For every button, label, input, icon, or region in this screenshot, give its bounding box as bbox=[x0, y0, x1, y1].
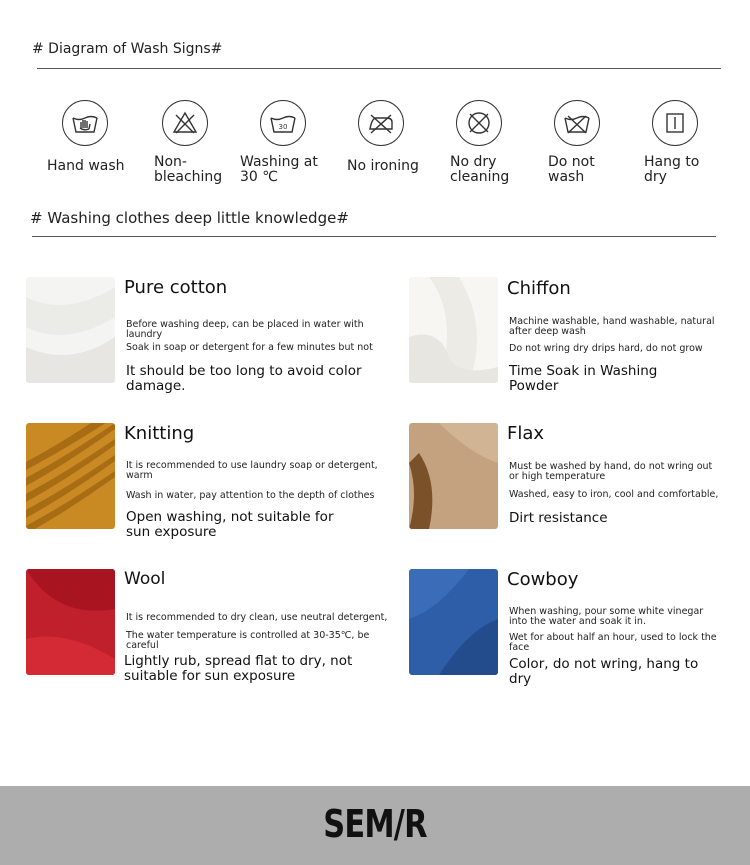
hand-wash-icon bbox=[62, 100, 108, 146]
tip-line-1: Machine washable, hand washable, natural after deep wash bbox=[509, 316, 715, 337]
fabric-name: Pure cotton bbox=[124, 277, 228, 298]
fabric-name: Cowboy bbox=[507, 569, 579, 590]
tip-line-1: Before washing deep, can be placed in water with laundry bbox=[126, 319, 364, 340]
fabric-cowboy bbox=[409, 569, 749, 687]
wash-signs-title: # Diagram of Wash Signs# bbox=[32, 41, 223, 57]
symbol-label: No dry cleaning bbox=[450, 154, 510, 185]
symbol-label: Do not wash bbox=[548, 154, 595, 185]
fabric-name: Knitting bbox=[124, 423, 195, 444]
tip-line-3: Dirt resistance bbox=[509, 510, 608, 526]
hang-dry-icon bbox=[652, 100, 698, 146]
fabric-swatch-denim bbox=[409, 569, 498, 675]
symbol-label: Hang to dry bbox=[644, 154, 700, 185]
knowledge-title: # Washing clothes deep little knowledge# bbox=[30, 209, 349, 227]
tip-line-2: Washed, easy to iron, cool and comfortable, bbox=[509, 489, 719, 500]
no-dry-clean-icon bbox=[456, 100, 502, 146]
fabric-swatch-wool bbox=[26, 569, 115, 675]
fabric-flax bbox=[409, 423, 749, 533]
fabric-swatch-cotton bbox=[26, 277, 115, 383]
footer-bar bbox=[0, 786, 750, 865]
fabric-chiffon bbox=[409, 277, 749, 394]
symbol-label: No ironing bbox=[347, 158, 419, 174]
tip-line-1: Must be washed by hand, do not wring out or high temperature bbox=[509, 461, 713, 482]
tip-line-1: It is recommended to use laundry soap or detergent, warm bbox=[126, 460, 378, 481]
svg-text:30: 30 bbox=[278, 123, 288, 131]
do-not-wash-icon bbox=[554, 100, 600, 146]
tip-line-2: Do not wring dry drips hard, do not grow bbox=[509, 343, 703, 354]
fabric-swatch-flax bbox=[409, 423, 498, 529]
title-divider bbox=[37, 68, 721, 69]
wash-30-icon bbox=[260, 100, 306, 146]
tip-line-3: Time Soak in Washing Powder bbox=[509, 363, 658, 394]
symbol-label: Hand wash bbox=[47, 158, 125, 174]
tip-line-3: Lightly rub, spread flat to dry, not suitable for sun exposure bbox=[124, 653, 353, 684]
tip-line-1: When washing, pour some white vinegar into the water and soak it in. bbox=[509, 606, 704, 627]
fabric-knitting bbox=[26, 423, 378, 540]
no-bleach-icon bbox=[162, 100, 208, 146]
symbol-label: Washing at 30 ℃ bbox=[240, 154, 318, 185]
tip-line-2: The water temperature is controlled at 30-35℃, be careful bbox=[126, 630, 370, 651]
fabric-name: Chiffon bbox=[507, 278, 571, 299]
tip-line-3: Color, do not wring, hang to dry bbox=[509, 656, 699, 687]
tip-line-2: Wash in water, pay attention to the depth of clothes bbox=[126, 490, 375, 501]
brand-logo: SEM/R bbox=[323, 802, 427, 846]
fabric-pure-cotton bbox=[26, 277, 373, 394]
tip-line-2: Soak in soap or detergent for a few minutes but not bbox=[126, 342, 373, 353]
title-divider bbox=[32, 236, 716, 237]
tip-line-3: It should be too long to avoid color damage. bbox=[126, 363, 362, 394]
fabric-name: Wool bbox=[124, 569, 166, 589]
fabric-name: Flax bbox=[507, 423, 545, 444]
fabric-swatch-knitting bbox=[26, 423, 115, 529]
tip-line-2: Wet for about half an hour, used to lock the face bbox=[509, 632, 717, 653]
no-ironing-icon bbox=[358, 100, 404, 146]
tip-line-3: Open washing, not suitable for sun exposure bbox=[126, 509, 334, 540]
tip-line-1: It is recommended to dry clean, use neutral detergent, bbox=[126, 612, 388, 623]
fabric-swatch-chiffon bbox=[409, 277, 498, 383]
symbol-label: Non- bleaching bbox=[154, 154, 223, 185]
fabric-wool bbox=[26, 569, 388, 684]
